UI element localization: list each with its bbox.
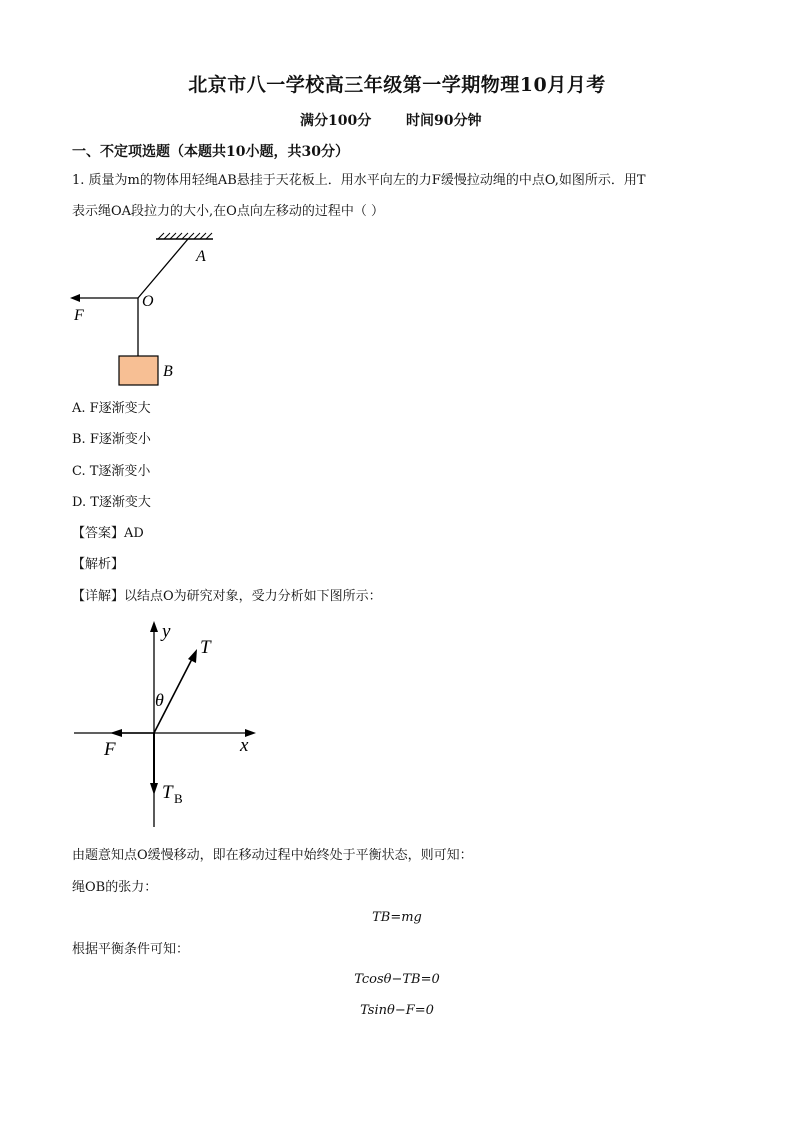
equation-tb: TB=mg	[372, 910, 422, 925]
label-b: B	[163, 363, 173, 380]
option-d: D. T逐渐变大	[72, 495, 151, 510]
rope-figure	[60, 228, 230, 393]
analysis-heading: 【解析】	[72, 557, 125, 572]
label-f: F	[74, 307, 84, 324]
ceiling-hatch	[158, 233, 212, 239]
force-f-arrowhead	[110, 729, 122, 737]
label-t: T	[200, 637, 211, 658]
answer: 【答案】AD	[72, 526, 144, 541]
label-tb: T	[162, 782, 173, 803]
label-tb-subscript: B	[174, 791, 183, 806]
page-title: 北京市八一学校高三年级第一学期物理10月月考	[188, 74, 606, 96]
text-balance-condition: 根据平衡条件可知：	[72, 942, 190, 957]
label-theta: θ	[155, 690, 164, 710]
detail-intro: 【详解】以结点O为研究对象，受力分析如下图所示：	[72, 589, 382, 604]
equation-horizontal: Tsinθ−F=0	[360, 1003, 434, 1018]
exam-time: 时间90分钟	[406, 113, 482, 129]
label-f: F	[104, 739, 116, 760]
section-title: 一、不定项选题（本题共10小题，共30分）	[72, 144, 349, 160]
label-o: O	[142, 293, 154, 310]
force-f-arrowhead	[70, 294, 80, 302]
option-c: C. T逐渐变小	[72, 464, 151, 479]
rope-oa	[138, 239, 188, 298]
question-line-1: 1. 质量为m的物体用轻绳AB悬挂于天花板上．用水平向左的力F缓慢拉动绳的中点O,如图所示．用T	[72, 173, 646, 188]
tension-t-arrowhead	[188, 649, 197, 663]
force-diagram	[70, 615, 270, 835]
label-x: x	[240, 735, 249, 756]
equation-vertical: Tcosθ−TB=0	[354, 972, 440, 987]
option-a: A. F逐渐变大	[72, 401, 151, 416]
question-line-2: 表示绳OA段拉力的大小,在O点向左移动的过程中（ ）	[72, 204, 384, 219]
y-axis-arrowhead	[150, 621, 158, 632]
text-ob-tension: 绳OB的张力：	[72, 880, 158, 895]
label-y: y	[162, 621, 171, 642]
full-score: 满分100分	[300, 113, 372, 129]
label-a: A	[196, 248, 206, 265]
text-equilibrium: 由题意知点O缓慢移动，即在移动过程中始终处于平衡状态，则可知：	[72, 848, 473, 863]
block-b	[119, 356, 158, 385]
tension-tb-arrowhead	[150, 783, 158, 795]
option-b: B. F逐渐变小	[72, 432, 151, 447]
